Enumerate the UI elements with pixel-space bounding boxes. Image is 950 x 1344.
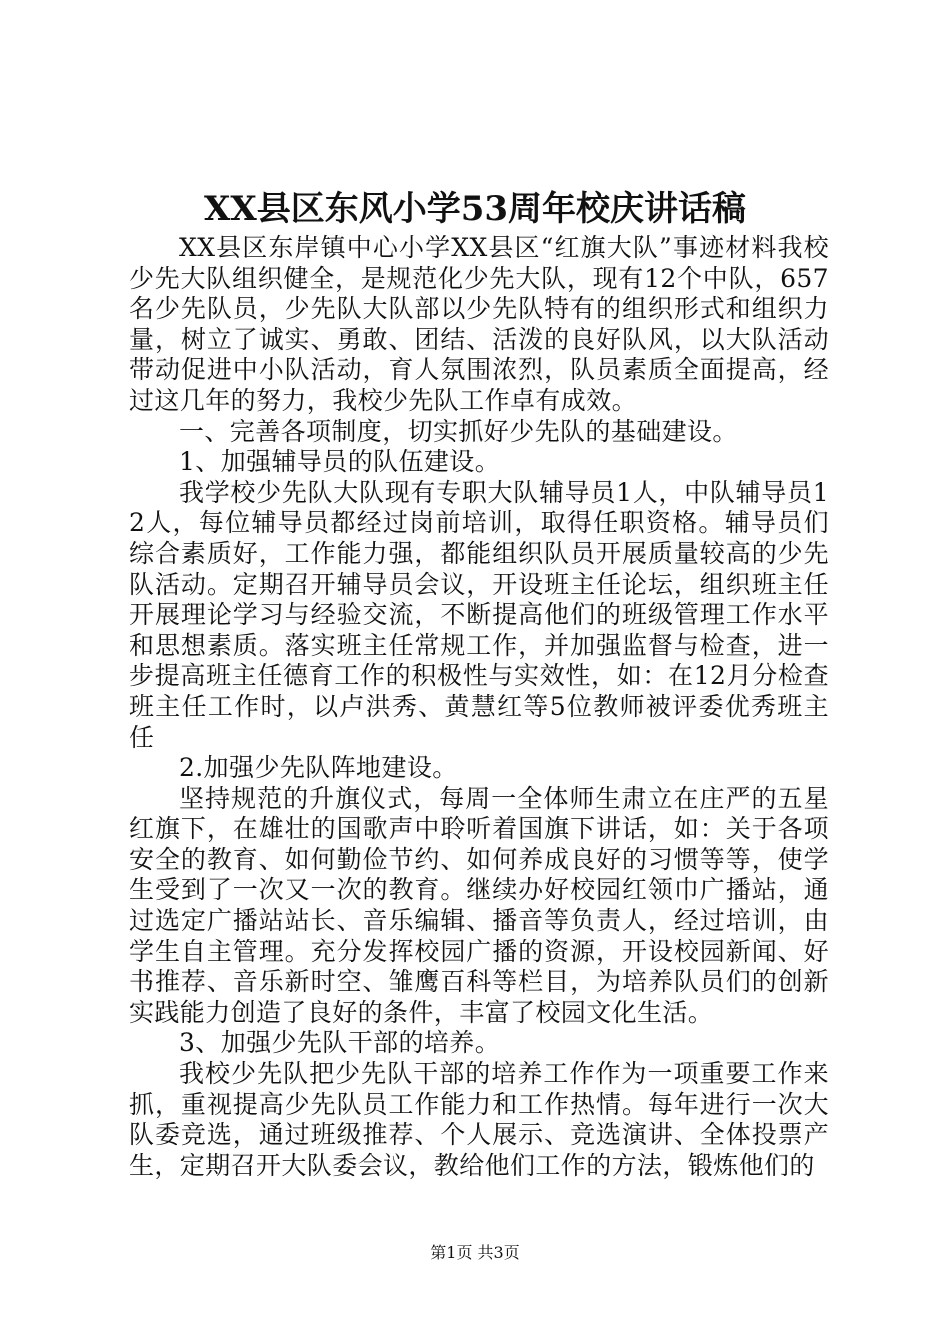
body-paragraph: XX县区东岸镇中心小学XX县区“红旗大队”事迹材料我校少先大队组织健全，是规范化少先大队，现有12个中队，657名少先队员，少先队大队部以少先队特有的组织形式和组织力量，树立了诚实、勇敢、团结、活泼的良好队风，以大队活动带动促进中小队活动，育人氛围浓烈，队员素质全面提高，经过这几年的努力，我校少先队工作卓有成效。 (129, 233, 829, 415)
body-paragraph: 我学校少先队大队现有专职大队辅导员1人，中队辅导员12人，每位辅导员都经过岗前培训，取得任职资格。辅导员们综合素质好，工作能力强，都能组织队员开展质量较高的少先队活动。定期召开辅导员会议，开设班主任论坛，组织班主任开展理论学习与经验交流，不断提高他们的班级管理工作水平和思想素质。落实班主任常规工作，并加强监督与检查，进一步提高班主任德育工作的积极性与实效性，如：在12月分检查班主任工作时，以卢洪秀、黄慧红等5位教师被评委优秀班主任 (129, 477, 829, 752)
subsection-heading: 2.加强少先队阵地建设。 (179, 753, 458, 783)
subsection-heading: 3、加强少先队干部的培养。 (179, 1028, 501, 1058)
body-paragraph: 我校少先队把少先队干部的培养工作作为一项重要工作来抓，重视提高少先队员工作能力和工作热情。每年进行一次大队委竞选，通过班级推荐、个人展示、竞选演讲、全体投票产生，定期召开大队委会议，教给他们工作的方法，锻炼他们的 (129, 1059, 829, 1180)
page-footer: 第1页 共3页 (430, 1243, 520, 1262)
section-heading: 一、完善各项制度，切实抓好少先队的基础建设。 (179, 416, 738, 446)
subsection-heading: 1、加强辅导员的队伍建设。 (179, 447, 501, 477)
document-title: XX县区东风小学53周年校庆讲话稿 (203, 189, 747, 229)
document-body (129, 233, 829, 1181)
body-paragraph: 坚持规范的升旗仪式，每周一全体师生肃立在庄严的五星红旗下，在雄壮的国歌声中聆听着国旗下讲话，如：关于各项安全的教育、如何勤俭节约、如何养成良好的习惯等等，使学生受到了一次又一次的教育。继续办好校园红领巾广播站，通过选定广播站站长、音乐编辑、播音等负责人，经过培训，由学生自主管理。充分发挥校园广播的资源，开设校园新闻、好书推荐、音乐新时空、雏鹰百科等栏目，为培养队员们的创新实践能力创造了良好的条件，丰富了校园文化生活。 (129, 783, 829, 1027)
